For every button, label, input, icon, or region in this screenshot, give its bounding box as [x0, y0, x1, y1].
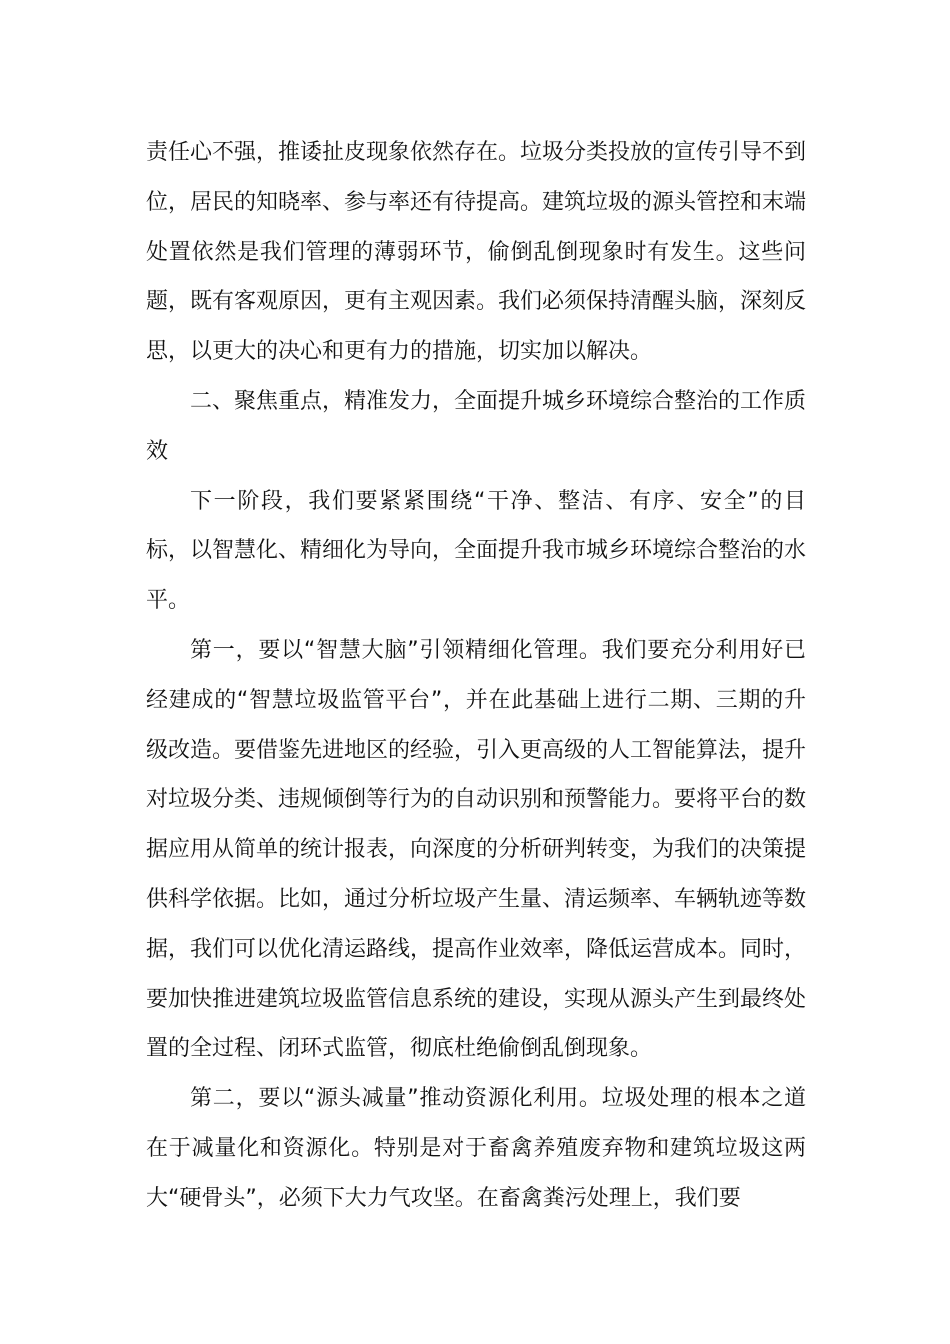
paragraph-second-point: 第二，要以“源头减量”推动资源化利用。垃圾处理的根本之道在于减量化和资源化。特别是对于畜禽养殖废弃物和建筑垃圾这两大“硬骨头”，必须下大力气攻坚。在畜禽粪污处理上，我们要 [146, 1086, 807, 1211]
section-heading: 二、聚焦重点，精准发力，全面提升城乡环境综合整治的工作质效 [146, 388, 807, 464]
paragraph-continuation: 责任心不强，推诿扯皮现象依然存在。垃圾分类投放的宣传引导不到位，居民的知晓率、参与率还有待提高。建筑垃圾的源头管控和末端处置依然是我们管理的薄弱环节，偷倒乱倒现象时有发生。这些问题，既有客观原因，更有主观因素。我们必须保持清醒头脑，深刻反思，以更大的决心和更有力的措施，切实加以解决。 [146, 140, 807, 365]
paragraph-goal: 下一阶段，我们要紧紧围绕“干净、整洁、有序、安全”的目标，以智慧化、精细化为导向，全面提升我市城乡环境综合整治的水平。 [146, 488, 807, 614]
document-body [146, 128, 806, 1224]
paragraph-first-point: 第一，要以“智慧大脑”引领精细化管理。我们要充分利用好已经建成的“智慧垃圾监管平台”，并在此基础上进行二期、三期的升级改造。要借鉴先进地区的经验，引入更高级的人工智能算法，提升对垃圾分类、违规倾倒等行为的自动识别和预警能力。要将平台的数据应用从简单的统计报表，向深度的分析研判转变，为我们的决策提供科学依据。比如，通过分析垃圾产生量、清运频率、车辆轨迹等数据，我们可以优化清运路线，提高作业效率，降低运营成本。同时，要加快推进建筑垃圾监管信息系统的建设，实现从源头产生到最终处置的全过程、闭环式监管，彻底杜绝偷倒乱倒现象。 [146, 637, 807, 1062]
